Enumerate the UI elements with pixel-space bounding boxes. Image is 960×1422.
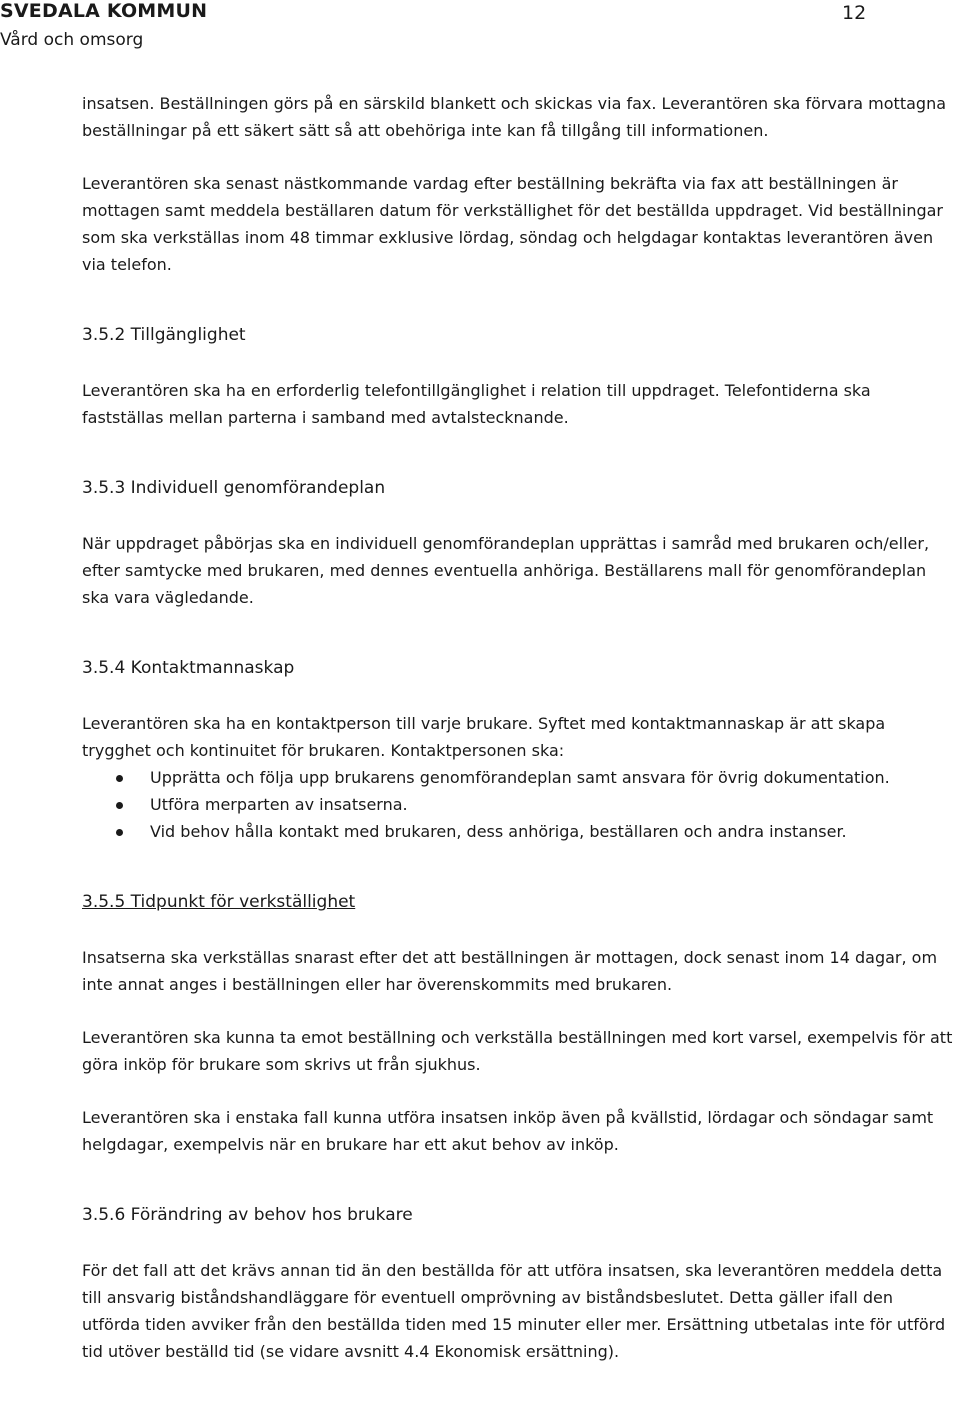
paragraph-verkstallighet-2: Leverantören ska kunna ta emot beställning och verkställa beställningen med kort varsel, exempelvis för att göra inköp för brukare som skrivs ut från sjukhus. — [82, 1028, 953, 1074]
section-heading-kontaktmannaskap: 3.5.4 Kontaktmannaskap — [82, 658, 295, 678]
paragraph-confirmation: Leverantören ska senast nästkommande vardag efter beställning bekräfta via fax att beställningen är mottagen samt meddela beställaren datum för verkställighet för det beställda uppdraget. Vid beställningar som ska verkställas inom 48 timmar exklusive lördag, söndag och helgdagar kontaktas leverantören även via telefon. — [82, 174, 943, 274]
organization-name: SVEDALA KOMMUN — [0, 0, 208, 22]
section-heading-verkstallighet: 3.5.5 Tidpunkt för verkställighet — [82, 892, 356, 912]
paragraph-forandring: För det fall att det krävs annan tid än den beställda för att utföra insatsen, ska leverantören meddela detta till ansvarig biståndshandläggare för eventuell omprövning av biståndsbeslutet. Detta gäller ifall den utförda tiden avviker från den beställda tiden med 15 minuter eller mer. Ersättning utbetalas inte för utförd tid utöver beställd tid (se vidare avsnitt 4.4 Ekonomisk ersättning). — [82, 1261, 946, 1361]
page-number: 12 — [842, 2, 867, 24]
page-header — [0, 0, 960, 60]
list-item: Vid behov hålla kontakt med brukaren, dess anhöriga, beställaren och andra instanser. — [82, 818, 954, 845]
paragraph-continued: insatsen. Beställningen görs på en särskild blankett och skickas via fax. Leverantören ska förvara mottagna beställningar på ett säkert sätt så att obehöriga inte kan få tillgång till informationen. — [82, 94, 947, 140]
paragraph-tillganglighet: Leverantören ska ha en erforderlig telefontillgänglighet i relation till uppdraget. Telefontiderna ska fastställas mellan parterna i samband med avtalstecknande. — [82, 381, 871, 427]
paragraph-kontaktmannaskap: Leverantören ska ha en kontaktperson till varje brukare. Syftet med kontaktmannaskap är att skapa trygghet och kontinuitet för brukaren. Kontaktpersonen ska: — [82, 714, 886, 760]
department-name: Vård och omsorg — [0, 30, 144, 50]
list-item: Utföra merparten av insatserna. — [82, 791, 954, 818]
document-body — [82, 90, 954, 1365]
paragraph-verkstallighet-3: Leverantören ska i enstaka fall kunna utföra insatsen inköp även på kvällstid, lördagar och söndagar samt helgdagar, exempelvis när en brukare har ett akut behov av inköp. — [82, 1108, 934, 1154]
bullet-icon — [116, 802, 123, 809]
bullet-icon — [116, 829, 123, 836]
section-heading-forandring: 3.5.6 Förändring av behov hos brukare — [82, 1205, 413, 1225]
section-heading-genomforandeplan: 3.5.3 Individuell genomförandeplan — [82, 478, 386, 498]
section-heading-tillganglighet: 3.5.2 Tillgänglighet — [82, 325, 246, 345]
bullet-icon — [116, 775, 123, 782]
paragraph-verkstallighet-1: Insatserna ska verkställas snarast efter det att beställningen är mottagen, dock senast inom 14 dagar, om inte annat anges i beställningen eller har överenskommits med brukaren. — [82, 948, 938, 994]
bullet-list — [82, 764, 954, 845]
list-item: Upprätta och följa upp brukarens genomförandeplan samt ansvara för övrig dokumentation. — [82, 764, 954, 791]
paragraph-genomforandeplan: När uppdraget påbörjas ska en individuell genomförandeplan upprättas i samråd med brukaren och/eller, efter samtycke med brukaren, med dennes eventuella anhöriga. Beställarens mall för genomförandeplan ska vara vägledande. — [82, 534, 930, 607]
